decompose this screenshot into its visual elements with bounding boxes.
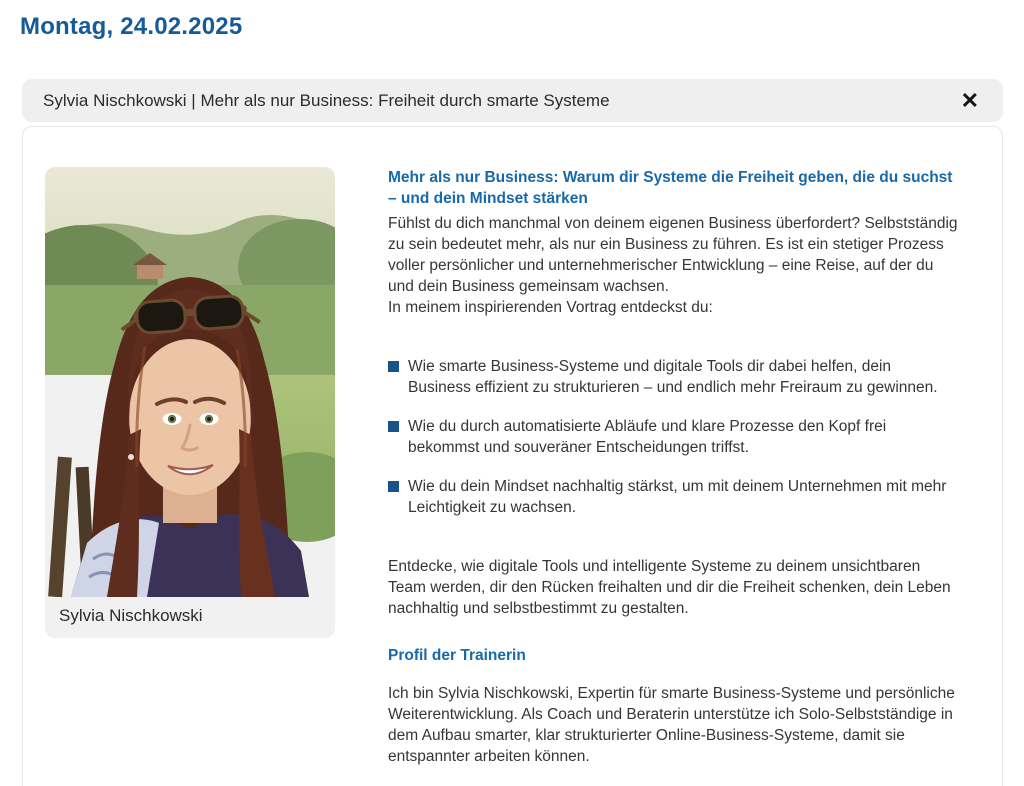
square-bullet-icon [388,421,399,432]
speaker-photo [45,167,335,597]
lead-in-line: In meinem inspirierenden Vortrag entdeckst du: [388,299,713,316]
profile-paragraph: Ich bin Sylvia Nischkowski, Expertin für smarte Business-Systeme und persönliche Weiterentwicklung. Als Coach und Beraterin unterstütze ich Solo-Selbstständige in dem Aufbau smarter, klar strukturierter Online-Business-Systeme, damit sie entspannter arbeiten können. [388,685,955,765]
speaker-figure [45,167,335,638]
modal-title: Sylvia Nischkowski | Mehr als nur Business: Freiheit durch smarte Systeme [43,90,610,110]
list-item [388,476,958,518]
list-item-text: Wie smarte Business-Systeme und digitale Tools dir dabei helfen, dein Business effizient zu strukturieren – und endlich mehr Freiraum zu gewinnen. [408,358,938,396]
list-item-text: Wie du dein Mindset nachhaltig stärkst, um mit deinem Unternehmen mit mehr Leichtigkeit zu wachsen. [408,478,947,516]
list-item-text: Wie du durch automatisierte Abläufe und klare Prozesse den Kopf frei bekommst und souveräner Entscheidungen triffst. [408,418,887,456]
speaker-caption: Sylvia Nischkowski [59,606,203,625]
list-item [388,356,958,398]
intro-paragraph: Fühlst du dich manchmal von deinem eigenen Business überfordert? Selbstständig zu sein bedeutet mehr, als nur ein Business zu führen. Es ist ein stetiger Prozess voller persönlicher und unternehmerischer Entwicklung – eine Reise, auf der du und dein Business gemeinsam wachsen. [388,215,958,295]
date-heading: Montag, 24.02.2025 [20,13,243,40]
summary-paragraph: Entdecke, wie digitale Tools und intelligente Systeme zu deinem unsichtbaren Team werden, dir den Rücken freihalten und dir die Freiheit schenken, dein Leben nachhaltig und selbstbestimmt zu gestalten. [388,558,951,617]
square-bullet-icon [388,361,399,372]
session-modal [22,79,1003,786]
benefits-list [388,356,958,518]
square-bullet-icon [388,481,399,492]
session-description [388,167,958,786]
modal-body [22,126,1003,786]
list-item [388,416,958,458]
profile-heading: Profil der Trainerin [388,647,526,664]
session-heading: Mehr als nur Business: Warum dir Systeme die Freiheit geben, die du suchst – und dein Mindset stärken [388,169,953,207]
close-icon[interactable]: ✕ [960,87,979,113]
portrait-illustration [45,167,335,597]
modal-header [22,79,1003,122]
